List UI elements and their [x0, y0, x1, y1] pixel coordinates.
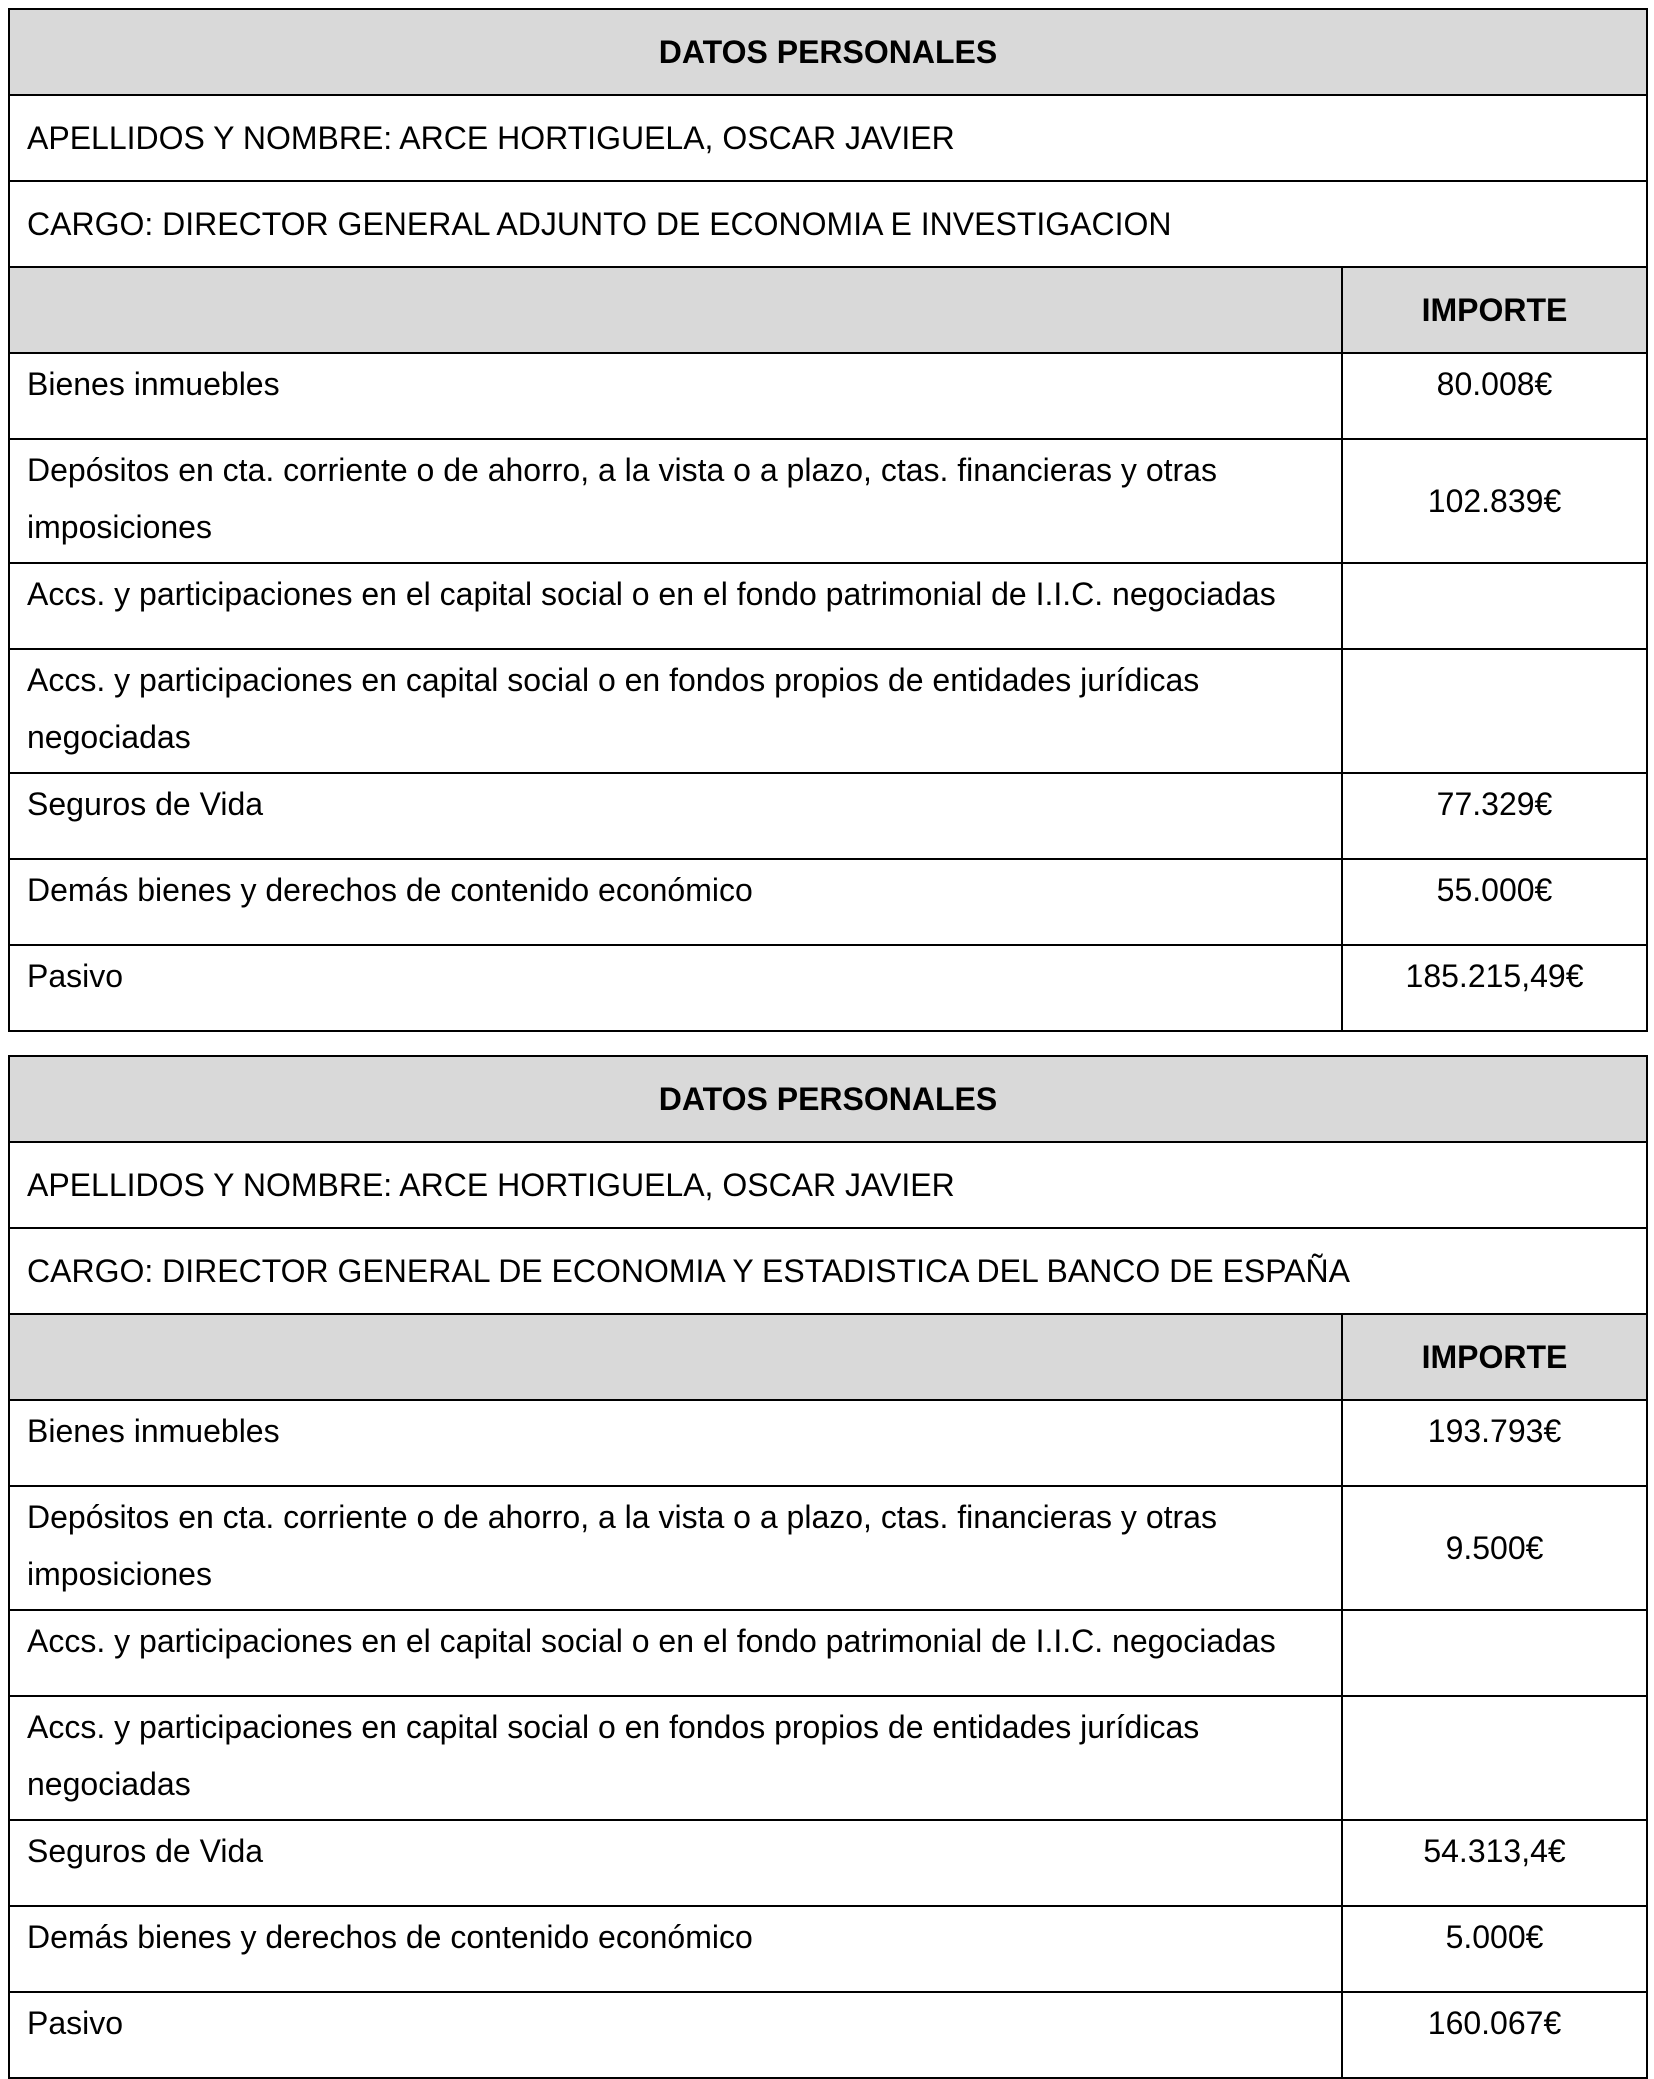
asset-label: Depósitos en cta. corriente o de ahorro, a la vista o a plazo, ctas. financieras y otras imposiciones [9, 439, 1342, 563]
asset-amount: 55.000€ [1342, 859, 1647, 945]
table-row [9, 859, 1647, 945]
asset-amount: 193.793€ [1342, 1400, 1647, 1486]
asset-label: Depósitos en cta. corriente o de ahorro, a la vista o a plazo, ctas. financieras y otras imposiciones [9, 1486, 1342, 1610]
asset-label: Accs. y participaciones en el capital social o en el fondo patrimonial de I.I.C. negociadas [9, 563, 1342, 649]
column-header-blank [9, 1314, 1342, 1400]
asset-label: Pasivo [9, 1992, 1342, 2078]
full-name-field: APELLIDOS Y NOMBRE: ARCE HORTIGUELA, OSCAR JAVIER [9, 95, 1647, 181]
asset-amount: 9.500€ [1342, 1486, 1647, 1610]
table-row [9, 439, 1647, 563]
asset-amount: 5.000€ [1342, 1906, 1647, 1992]
header-row [9, 9, 1647, 95]
column-header-blank [9, 267, 1342, 353]
asset-label: Accs. y participaciones en el capital social o en el fondo patrimonial de I.I.C. negociadas [9, 1610, 1342, 1696]
table-row [9, 1820, 1647, 1906]
table-row [9, 945, 1647, 1031]
asset-label: Demás bienes y derechos de contenido económico [9, 859, 1342, 945]
asset-label: Seguros de Vida [9, 773, 1342, 859]
column-header-amount: IMPORTE [1342, 1314, 1647, 1400]
asset-amount: 160.067€ [1342, 1992, 1647, 2078]
asset-amount [1342, 1610, 1647, 1696]
asset-label: Accs. y participaciones en capital social o en fondos propios de entidades jurídicas negociadas [9, 649, 1342, 773]
position-row [9, 181, 1647, 267]
position-field: CARGO: DIRECTOR GENERAL ADJUNTO DE ECONOMIA E INVESTIGACION [9, 181, 1647, 267]
table-row [9, 1400, 1647, 1486]
section-header: DATOS PERSONALES [9, 9, 1647, 95]
declaration-table-2 [8, 1055, 1648, 2079]
table-row [9, 1992, 1647, 2078]
asset-amount: 80.008€ [1342, 353, 1647, 439]
asset-label: Bienes inmuebles [9, 353, 1342, 439]
asset-label: Seguros de Vida [9, 1820, 1342, 1906]
position-row [9, 1228, 1647, 1314]
section-header: DATOS PERSONALES [9, 1056, 1647, 1142]
table-row [9, 1696, 1647, 1820]
header-row [9, 1056, 1647, 1142]
name-row [9, 95, 1647, 181]
full-name-field: APELLIDOS Y NOMBRE: ARCE HORTIGUELA, OSCAR JAVIER [9, 1142, 1647, 1228]
asset-amount [1342, 649, 1647, 773]
asset-amount: 77.329€ [1342, 773, 1647, 859]
asset-amount: 102.839€ [1342, 439, 1647, 563]
asset-label: Bienes inmuebles [9, 1400, 1342, 1486]
table-row [9, 1610, 1647, 1696]
declaration-table-1 [8, 8, 1648, 1032]
table-row [9, 1486, 1647, 1610]
asset-amount: 185.215,49€ [1342, 945, 1647, 1031]
name-row [9, 1142, 1647, 1228]
table-row [9, 649, 1647, 773]
position-field: CARGO: DIRECTOR GENERAL DE ECONOMIA Y ESTADISTICA DEL BANCO DE ESPAÑA [9, 1228, 1647, 1314]
asset-amount [1342, 563, 1647, 649]
asset-label: Accs. y participaciones en capital social o en fondos propios de entidades jurídicas negociadas [9, 1696, 1342, 1820]
table-row [9, 353, 1647, 439]
table-row [9, 1906, 1647, 1992]
asset-amount [1342, 1696, 1647, 1820]
table-row [9, 563, 1647, 649]
asset-amount: 54.313,4€ [1342, 1820, 1647, 1906]
column-header-amount: IMPORTE [1342, 267, 1647, 353]
asset-label: Demás bienes y derechos de contenido económico [9, 1906, 1342, 1992]
column-header-row [9, 267, 1647, 353]
table-row [9, 773, 1647, 859]
asset-label: Pasivo [9, 945, 1342, 1031]
column-header-row [9, 1314, 1647, 1400]
